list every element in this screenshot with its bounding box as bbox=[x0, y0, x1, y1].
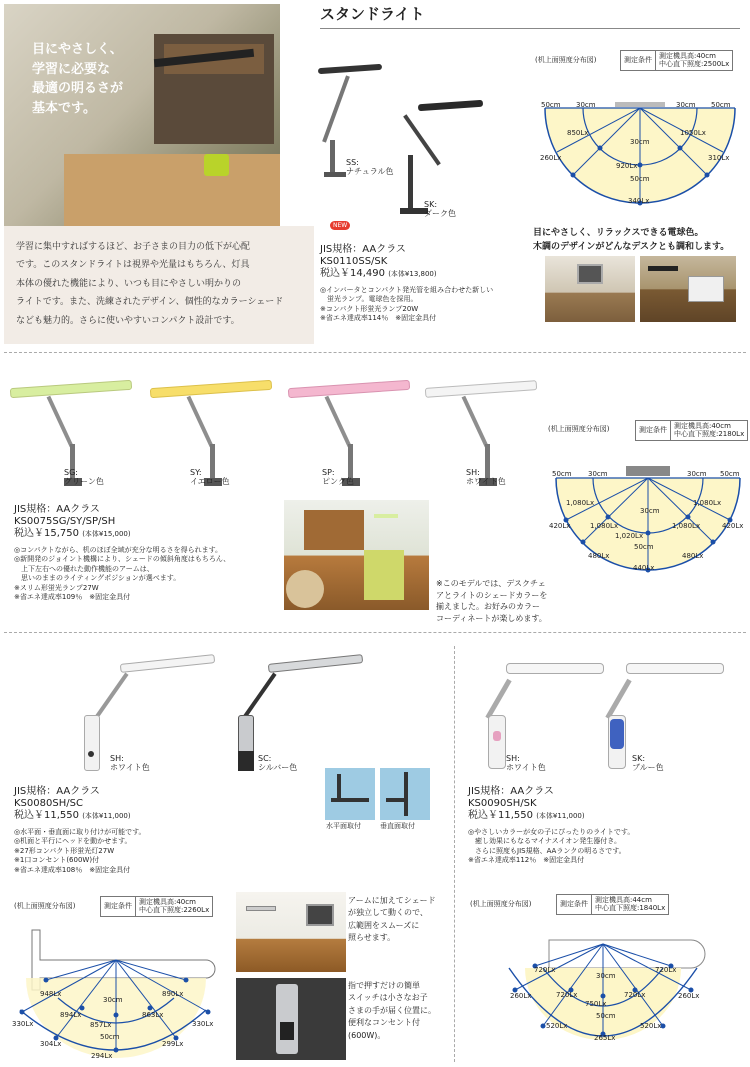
d4-label: 720Lx bbox=[655, 966, 677, 974]
d1-label: 50cm bbox=[630, 175, 650, 183]
shade-sp bbox=[288, 380, 410, 398]
d2-label: 480Lx bbox=[588, 552, 610, 560]
d3-label: 294Lx bbox=[91, 1052, 113, 1060]
ks0075-price: 税込￥15,750 (本体¥15,000) bbox=[14, 528, 131, 539]
ks0075-model: KS0075SG/SY/SP/SH bbox=[14, 516, 116, 527]
ks0090-std: JIS規格：AAクラス bbox=[468, 786, 554, 797]
arm-note: アームに加えてシェード が独立して動くので、 広範囲をスムーズに 照らせます。 bbox=[348, 896, 436, 943]
ks0110-features: ◎インバータとコンパクト発光管を組み合わせた新しい 蛍光ランプ。電球色を採用。 ※コンパクト形蛍光ランプ20W ※省エネ達成率114％ ※固定金具付 bbox=[320, 286, 494, 323]
lamp-ks0080-sh-image bbox=[80, 655, 220, 773]
shade-sh bbox=[425, 380, 537, 398]
d3-label: 50cm bbox=[100, 1033, 120, 1041]
intro-panel: 学習に集中すればするほど、お子さまの目力の低下が心配 です。このスタンドライトは視界や光量はもちろん、灯具 本体の優れた機能により、いつも目にやさしい明かりの ライトです。また、洗練されたデザイン、個性的なカラーシェード なども魅力的。さらに使いやすいコンパクト設計です。 bbox=[4, 226, 314, 344]
diagram4-conditions: 測定条件 測定機具高:44cm 中心直下照度:1840Lx bbox=[556, 894, 669, 915]
d4-label: 520Lx bbox=[640, 1022, 662, 1030]
mount-horizontal-label: 水平面取付 bbox=[326, 822, 361, 830]
ks0075-features: ◎コンパクトながら、机のほぼ全域が充分な明るさを得られます。 ◎新開発のジョイント機構により、シェードの傾斜角度はもちろん、 上下左右への優れた動作機能のアームは、 思いのままのライティングポジションが選べます。 ※スリム形蛍光ランプ27W ※省エネ達成率109％ ※固定金具付 bbox=[14, 546, 231, 602]
divider bbox=[4, 632, 746, 633]
ks0090-features: ◎やさしいカラーが女の子にぴったりのライトです。 癒し効果にもなるマイナスイオン発生器付き。 さらに照度もJIS規格、AAランクの明るさです。 ※省エネ達成率112％ ※固定金具付 bbox=[468, 828, 635, 865]
ks0110-model: KS0110SS/SK bbox=[320, 256, 388, 267]
d3-label: 30cm bbox=[103, 996, 123, 1004]
section-heading: スタンドライト bbox=[320, 5, 425, 23]
ks0075-std: JIS規格：AAクラス bbox=[14, 504, 100, 515]
ks0110-variant-sk: SK: ダーク色 bbox=[424, 200, 456, 219]
d2-label: 1,080Lx bbox=[590, 522, 619, 530]
diagram4-chart bbox=[495, 934, 711, 1046]
ks0090-price: 税込￥11,550 (本体¥11,000) bbox=[468, 810, 585, 821]
d4-label: 260Lx bbox=[678, 992, 700, 1000]
d2-label: 480Lx bbox=[682, 552, 704, 560]
d1-label: 30cm bbox=[576, 101, 596, 109]
mount-vertical-label: 垂直面取付 bbox=[380, 822, 415, 830]
d2-label: 30cm bbox=[640, 507, 660, 515]
diagram3-conditions: 測定条件 測定機具高:40cm 中心直下照度:2260Lx bbox=[100, 896, 213, 917]
d3-label: 894Lx bbox=[60, 1011, 82, 1019]
hero-caption: 目にやさしく、 学習に必要な 最適の明るさが 基本です。 bbox=[32, 42, 124, 116]
d3-label: 857Lx bbox=[90, 1021, 112, 1029]
d1-label: 260Lx bbox=[540, 154, 562, 162]
d3-label: 330Lx bbox=[192, 1020, 214, 1028]
d4-label: 260Lx bbox=[510, 992, 532, 1000]
d4-label: 720Lx bbox=[534, 966, 556, 974]
new-badge: NEW bbox=[330, 221, 350, 230]
d2-label: 420Lx bbox=[722, 522, 744, 530]
ks0080-model: KS0080SH/SC bbox=[14, 798, 83, 809]
room-photo-2 bbox=[640, 256, 736, 322]
d3-label: 330Lx bbox=[12, 1020, 34, 1028]
d2-label: 440Lx bbox=[633, 564, 655, 572]
d3-label: 304Lx bbox=[40, 1040, 62, 1048]
ks0110-std: JIS規格：AAクラス bbox=[320, 244, 406, 255]
ks0080-variant-sc: SC: シルバー色 bbox=[258, 754, 298, 773]
kids-room-photo bbox=[284, 500, 429, 610]
d1-label: 50cm bbox=[711, 101, 731, 109]
d1-label: 340Lx bbox=[628, 197, 650, 205]
d3-label: 299Lx bbox=[162, 1040, 184, 1048]
ks0080-std: JIS規格：AAクラス bbox=[14, 786, 100, 797]
ks0090-variant-sh: SH: ホワイト色 bbox=[506, 754, 546, 773]
d2-label: 1,080Lx bbox=[566, 499, 595, 507]
ks0080-variant-sh: SH: ホワイト色 bbox=[110, 754, 150, 773]
heading-rule bbox=[320, 28, 740, 29]
d1-label: 30cm bbox=[676, 101, 696, 109]
d2-label: 30cm bbox=[687, 470, 707, 478]
d4-label: 50cm bbox=[596, 1012, 616, 1020]
lamp-ks0080-sc-image bbox=[228, 655, 368, 773]
d2-label: 420Lx bbox=[549, 522, 571, 530]
shade-sg bbox=[10, 380, 132, 398]
diagram1-title: (机上面照度分布図) bbox=[535, 56, 597, 64]
d4-label: 750Lx bbox=[585, 1000, 607, 1008]
d2-label: 1,020Lx bbox=[615, 532, 644, 540]
d2-label: 50cm bbox=[552, 470, 572, 478]
d2-label: 30cm bbox=[588, 470, 608, 478]
switch-note: 指で押すだけの簡単 スイッチは小さなお子 さまの手が届く位置に。 便利なコンセント付 (600W)。 bbox=[348, 981, 436, 1040]
ks0075-variant-sy: SY: イエロー色 bbox=[190, 468, 230, 487]
ks0075-variant-sp: SP: ピンク色 bbox=[322, 468, 354, 487]
divider-vertical bbox=[454, 646, 455, 1062]
d3-label: 890Lx bbox=[162, 990, 184, 998]
d1-label: 850Lx bbox=[567, 129, 589, 137]
diagram2-title: (机上面照度分布図) bbox=[548, 425, 610, 433]
d4-label: 720Lx bbox=[624, 991, 646, 999]
diagram1-conditions: 測定条件 測定機具高:40cm 中心直下照度:2500Lx bbox=[620, 50, 733, 71]
switch-closeup-photo bbox=[236, 978, 346, 1060]
d1-label: 30cm bbox=[630, 138, 650, 146]
d1-label: 1050Lx bbox=[680, 129, 706, 137]
diagram3-title: (机上面照度分布図) bbox=[14, 902, 76, 910]
ks0090-variant-sk: SK: ブルー色 bbox=[632, 754, 664, 773]
diagram2-chart bbox=[548, 462, 748, 574]
d4-label: 520Lx bbox=[546, 1022, 568, 1030]
d1-label: 310Lx bbox=[708, 154, 730, 162]
d2-label: 50cm bbox=[634, 543, 654, 551]
ks0110-variant-ss: SS: ナチュラル色 bbox=[346, 158, 394, 177]
d2-label: 1,080Lx bbox=[672, 522, 701, 530]
desk-photo bbox=[236, 892, 346, 972]
d1-label: 920Lx bbox=[616, 162, 638, 170]
ks0075-variant-sh: SH: ホワイト色 bbox=[466, 468, 506, 487]
ks0110-caption: 目にやさしく、リラックスできる電球色。 木調のデザインがどんなデスクとも調和します。 bbox=[533, 228, 730, 252]
divider bbox=[4, 352, 746, 353]
ks0090-model: KS0090SH/SK bbox=[468, 798, 537, 809]
ks0080-features: ◎水平面・垂直面に取り付けが可能です。 ◎机面と平行にヘッドを動かせます。 ※27形コンパクト形蛍光灯27W ※1口コンセント(600W)付 ※省エネ達成率108％ ※固定金具付 bbox=[14, 828, 146, 874]
d1-label: 50cm bbox=[541, 101, 561, 109]
ks0075-variant-sg: SG: グリーン色 bbox=[64, 468, 104, 487]
d3-label: 863Lx bbox=[142, 1011, 164, 1019]
diagram4-title: (机上面照度分布図) bbox=[470, 900, 532, 908]
diagram2-conditions: 測定条件 測定機具高:40cm 中心直下照度:2180Lx bbox=[635, 420, 748, 441]
d4-label: 30cm bbox=[596, 972, 616, 980]
lamp-ks0090-sk-image bbox=[600, 655, 730, 773]
d4-label: 265Lx bbox=[594, 1034, 616, 1042]
d4-label: 720Lx bbox=[556, 991, 578, 999]
mount-vertical-image bbox=[380, 768, 430, 820]
room-photo-1 bbox=[545, 256, 635, 322]
ks0075-coordinate-note: ※このモデルでは、デスクチェ アとライトのシェードカラーを 揃えました。お好みのカラー コーディネートが楽しめます。 bbox=[436, 579, 548, 623]
ks0110-price: 税込￥14,490 (本体¥13,800) bbox=[320, 268, 437, 279]
shade-sy bbox=[150, 380, 272, 398]
d2-label: 50cm bbox=[720, 470, 740, 478]
d3-label: 948Lx bbox=[40, 990, 62, 998]
ks0080-price: 税込￥11,550 (本体¥11,000) bbox=[14, 810, 131, 821]
mount-horizontal-image bbox=[325, 768, 375, 820]
d2-label: 1,080Lx bbox=[693, 499, 722, 507]
